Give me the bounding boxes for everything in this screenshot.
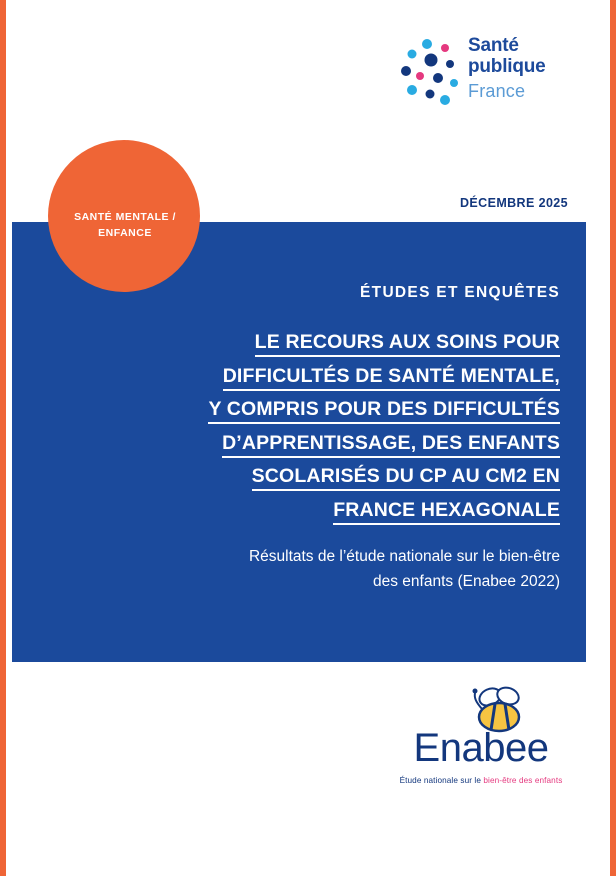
study-logo-name [386,728,576,768]
study-logo-tagline [386,776,576,785]
tagline-plain: Étude nationale sur le [399,776,484,785]
title-line: SCOLARISÉS DU CP AU CM2 EN [252,465,560,491]
category-badge-label: SANTÉ MENTALE / ENFANCE [74,211,176,239]
tagline-highlight: bien-être des enfants [483,776,563,785]
category-badge [48,140,200,292]
title-line: Y COMPRIS POUR DES DIFFICULTÉS [208,398,560,424]
study-logo [386,684,576,794]
publication-date: DÉCEMBRE 2025 [459,196,568,210]
title-line: DIFFICULTÉS DE SANTÉ MENTALE, [223,365,560,391]
title-line: LE RECOURS AUX SOINS POUR [255,331,560,357]
title-block [12,222,586,662]
collection-kicker: ÉTUDES ET ENQUÊTES [360,284,560,301]
publisher-name-line2: publique [468,55,546,77]
title-line: D’APPRENTISSAGE, DES ENFANTS [222,432,560,458]
publisher-logo [400,34,570,112]
publisher-name-line3: France [468,81,526,102]
title-line: FRANCE HEXAGONALE [333,499,560,525]
spf-dots-icon [400,38,462,108]
page-subtitle [140,544,560,594]
publisher-name-line1: Santé [468,35,519,56]
subtitle-line: Résultats de l’étude nationale sur le bien-être [248,548,560,565]
page-title [140,326,560,527]
study-logo-name-start: Ena [413,726,484,770]
study-logo-name-end: bee [483,726,549,770]
publisher-logo-text [468,36,578,103]
subtitle-line: des enfants (Enabee 2022) [373,573,560,591]
